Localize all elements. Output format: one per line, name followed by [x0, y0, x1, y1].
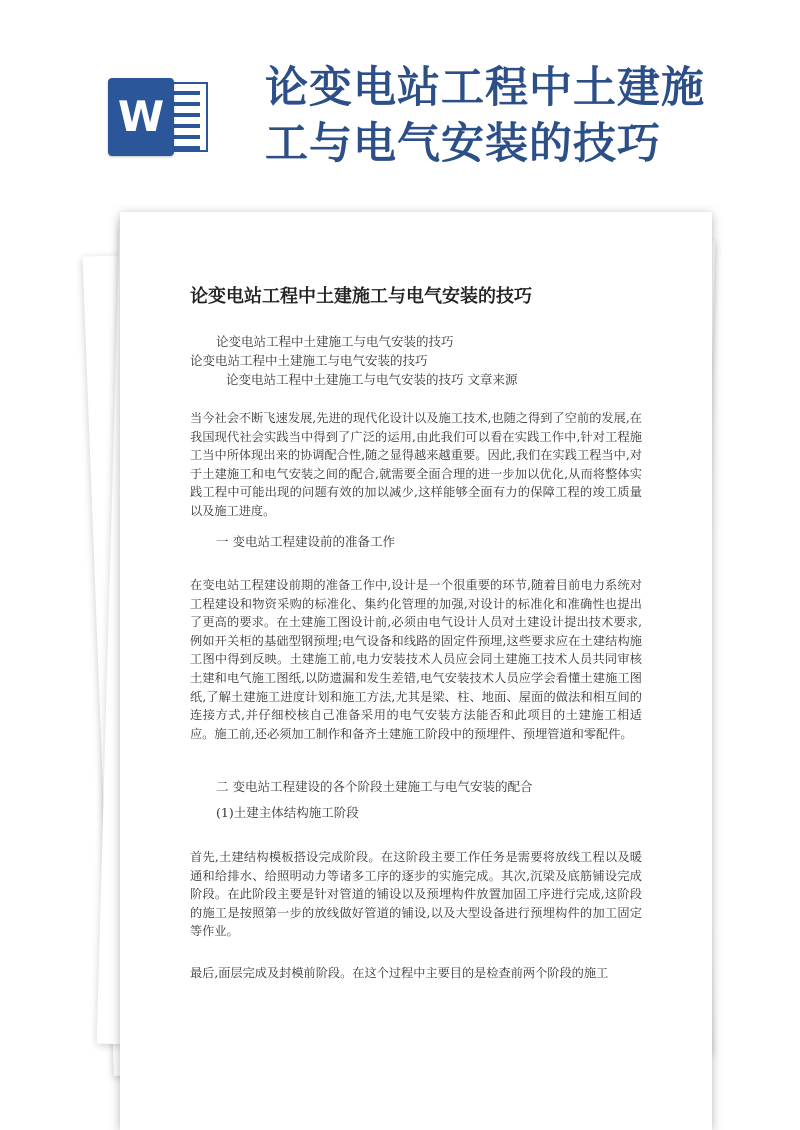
word-document-icon	[108, 70, 212, 164]
subtitle-line: 论变电站工程中土建施工与电气安装的技巧	[190, 353, 428, 368]
paragraph-structure-phase: 首先,土建结构模板搭设完成阶段。在这阶段主要工作任务是需要将放线工程以及暖通和给排水、给照明动力等诸多工序的逐步的实施完成。其次,沉梁及底筋铺设完成阶段。在此阶段主要是针对管道的铺设以及预埋构件放置加固工序进行完成,这阶段的施工是按照第一步的放线做好管道的铺设,以及大型设备进行预埋构件的加工固定等作业。	[190, 850, 642, 939]
subtitle-source-line: 论变电站工程中土建施工与电气安装的技巧 文章来源	[226, 372, 518, 387]
section-heading-1: 一 变电站工程建设前的准备工作	[216, 534, 395, 549]
subsection-heading-1: (1)土建主体结构施工阶段	[216, 805, 359, 820]
header-banner	[0, 0, 800, 215]
document-page	[120, 212, 712, 1130]
paragraph-final-phase: 最后,面层完成及封模前阶段。在这个过程中主要目的是检查前两个阶段的施工	[190, 966, 609, 980]
word-logo-letter: W	[108, 78, 174, 156]
document-title: 论变电站工程中土建施工与电气安装的技巧	[190, 286, 532, 307]
banner-title	[265, 60, 785, 172]
subtitle-line: 论变电站工程中土建施工与电气安装的技巧	[216, 334, 454, 349]
section-heading-2: 二 变电站工程建设的各个阶段土建施工与电气安装的配合	[216, 779, 533, 794]
paragraph-intro: 当今社会不断飞速发展,先进的现代化设计以及施工技术,也随之得到了空前的发展,在我国现代社会实践当中得到了广泛的运用,由此我们可以看在实践工作中,针对工程施工当中所体现出来的协调配合性,随之显得越来越重要。因此,我们在实践工程当中,对于土建施工和电气安装之间的配合,就需要全面合理的进一步加以优化,从而将整体实践工程中可能出现的问题有效的加以减少,这样能够全面有力的保障工程的竣工质量以及施工进度。	[190, 411, 642, 518]
banner-title-line1: 论变电站工程中土建施	[265, 63, 705, 113]
paragraph-preparation: 在变电站工程建设前期的准备工作中,设计是一个很重要的环节,随着目前电力系统对工程建设和物资采购的标准化、集约化管理的加强,对设计的标准化和准确性也提出了更高的要求。在土建施工图设计前,必须由电气设计人员对土建设计提出技术要求,例如开关柜的基础型钢预埋;电气设备和线路的固定件预埋,这些要求应在土建结构施工图中得到反映。土建施工前,电力安装技术人员应会同土建施工技术人员共同审核土建和电气施工图纸,以防遗漏和发生差错,电气安装技术人员应学会看懂土建施工图纸,了解土建施工进度计划和施工方法,尤其是梁、柱、地面、屋面的做法和相互间的连接方式,并仔细校核自己准备采用的电气安装方法能否和此项目的土建施工相适应。施工前,还必须加工制作和备齐土建施工阶段中的预埋件、预埋管道和零配件。	[190, 578, 642, 741]
banner-title-line2: 工与电气安装的技巧	[265, 119, 661, 169]
